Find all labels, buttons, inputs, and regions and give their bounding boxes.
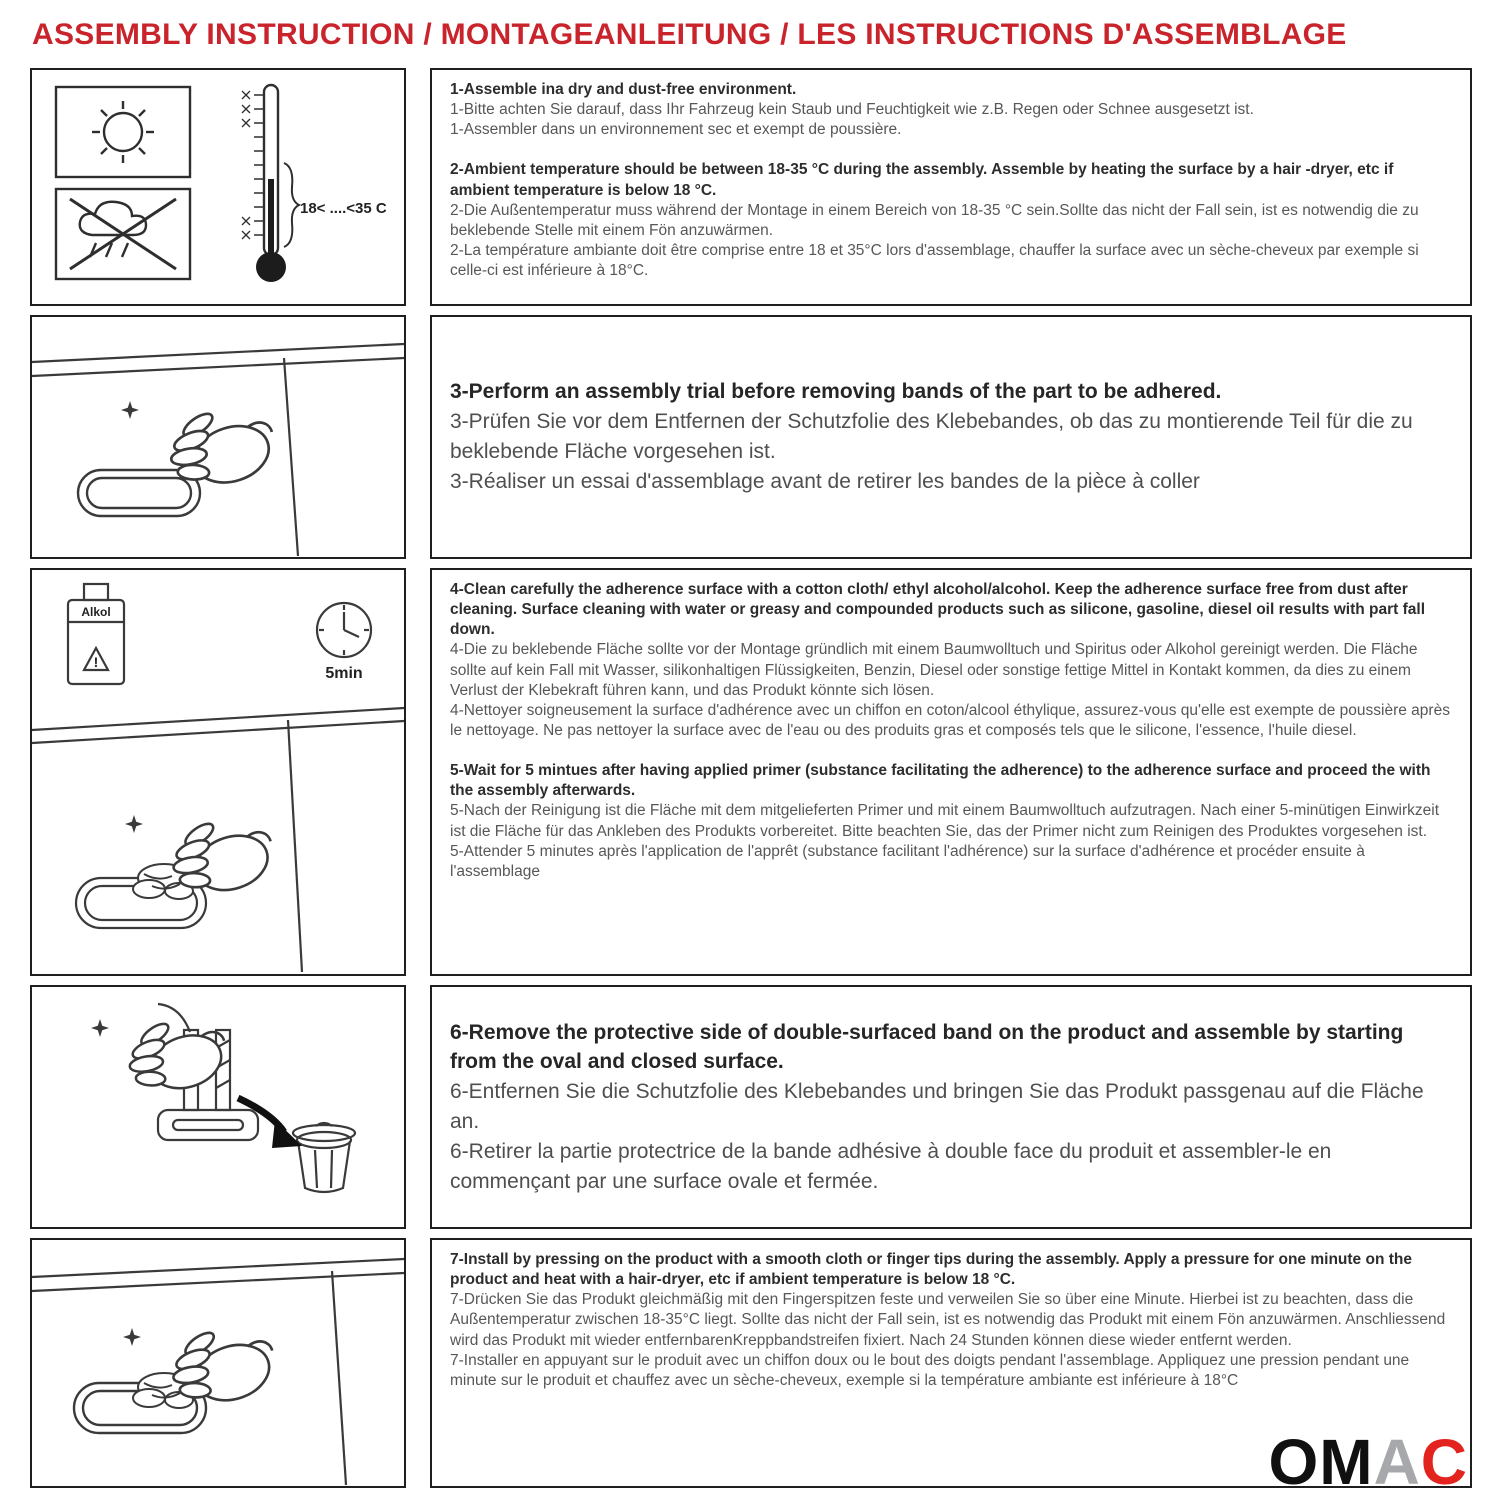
- instruction-text: 2-Ambient temperature should be between 18-35 °C during the assembly. Assemble by heating the surface by a hair -dryer, etc if ambient temperature is below 18 °C.: [450, 161, 1394, 199]
- no-rain-icon: [70, 199, 176, 269]
- hand-icon: [129, 1020, 228, 1097]
- thermometer-range-label: 18< ....<35 C: [300, 200, 387, 217]
- instruction-text: 7-Installer en appuyant sur le produit avec un chiffon doux ou le bout des doigts pendant l'assemblage. Appliquez une pression pendant une minute sur le produit et chauffez avec un sèche-cheveux, exemple si la température ambiante est inférieure à 18°C: [450, 1351, 1410, 1389]
- clock-duration-label: 5min: [325, 665, 363, 682]
- illustration-remove-band-box: [30, 985, 406, 1229]
- instruction-text: 7-Drücken Sie das Produkt gleichmäßig mit den Fingerspitzen feste und verweilen Sie so über eine Minute. Hierbei ist zu beachten, dass die Außentemperatur zwischen 18-35°C liegt. Sollte das nicht der Fall sein, ist es notwendig das Produkt mit einem Fön anzuwärmen. Anschliessend wird das Produkt mit wieder entfernbarenKreppbandstreifen fixiert. Nach 24 Stunden können diese wieder entfernt werden.: [450, 1291, 1446, 1349]
- section-remove-band: [30, 985, 1472, 1229]
- thermometer-ticks: [254, 95, 263, 235]
- hand-icon: [172, 1329, 276, 1410]
- illustration-environment-box: [30, 68, 406, 306]
- section-assembly-trial: [30, 315, 1472, 559]
- illustration-environment: [32, 70, 404, 304]
- instruction-text: 3-Perform an assembly trial before removing bands of the part to be adhered.: [450, 380, 1222, 404]
- instruction-text: 2-La température ambiante doit être comprise entre 18 et 35°C lors d'assemblage, chauffer la surface avec un sèche-cheveux par exemple si celle-ci est inférieure à 18°C.: [450, 241, 1419, 280]
- illustration-remove-band: [32, 987, 404, 1227]
- thermometer-bulb: [256, 252, 286, 282]
- logo-letters-om: OM: [1268, 1426, 1374, 1498]
- warning-exclamation: !: [93, 654, 99, 670]
- instruction-text: 6-Remove the protective side of double-surfaced band on the product and assemble by starting from the oval and closed surface.: [450, 1020, 1404, 1074]
- instruction-text: 1-Assembler dans un environnement sec et exempt de poussière.: [450, 121, 902, 139]
- instructions-assembly-trial: [430, 315, 1472, 559]
- instruction-text: 6-Entfernen Sie die Schutzfolie des Klebebandes und bringen Sie das Produkt passgenau auf die Fläche an.: [450, 1080, 1424, 1133]
- instruction-text: 3-Prüfen Sie vor dem Entfernen der Schutzfolie des Klebebandes, ob das zu montierende Teil für die zu beklebende Fläche vorgesehen ist.: [450, 410, 1413, 463]
- sun-icon: [92, 101, 154, 163]
- range-brace: [284, 163, 299, 247]
- hand-icon: [172, 820, 274, 899]
- clock-icon: [317, 603, 371, 657]
- instructions-remove-band: [430, 985, 1472, 1229]
- instruction-text: 4-Nettoyer soigneusement la surface d'adhérence avec un chiffon en coton/alcool éthylique, assurez-vous qu'elle est exempte de poussière après le nettoyage. Ne pas nettoyer la surface avec de l'eau ou des produits gras et composés tels que le silicone, l'essence, l'huile diesel.: [450, 701, 1450, 739]
- instruction-text: 7-Install by pressing on the product with a smooth cloth or finger tips during the assembly. Apply a pressure for one minute on the product and heat with a hair-dryer, etc if ambient temperature is below 18 °C.: [450, 1251, 1412, 1289]
- sparkle-icon: [123, 1328, 141, 1346]
- instruction-text: 1-Bitte achten Sie darauf, dass Ihr Fahrzeug kein Staub und Feuchtigkeit wie z.B. Regen oder Schnee ausgesetzt ist.: [450, 101, 1254, 119]
- illustration-assembly-trial: [32, 317, 404, 557]
- sparkle-icon: [121, 401, 139, 419]
- illustration-trial-box: [30, 315, 406, 559]
- instruction-text: 5-Wait for 5 mintues after having applied primer (substance facilitating the adherence) to the adherence surface and proceed the with the assembly afterwards.: [450, 762, 1431, 800]
- arrow-head: [272, 1120, 302, 1148]
- instructions-clean-surface: [430, 568, 1472, 976]
- instruction-text: 5-Attender 5 minutes après l'application de l'apprêt (substance facilitant l'adhérence) sur la surface d'adhérence et procéder ensuite à l'assemblage: [450, 842, 1365, 880]
- instruction-text: 1-Assemble ina dry and dust-free environment.: [450, 81, 797, 98]
- thermometer-mercury: [268, 179, 274, 261]
- logo-letter-a: A: [1373, 1426, 1421, 1498]
- instruction-text: 6-Retirer la partie protectrice de la bande adhésive à double face du produit et assembler-le en commençant par une surface ovale et fermée.: [450, 1139, 1332, 1193]
- sun-box: [56, 87, 190, 177]
- thermometer-cross-marks: [242, 91, 250, 239]
- illustration-clean-surface: [32, 570, 404, 974]
- logo-letter-c: C: [1420, 1426, 1468, 1498]
- instruction-text: 2-Die Außentemperatur muss während der Montage in einem Bereich von 18-35 °C sein.Sollte das nicht der Fall sein, ist es notwendig die zu beklebende Stelle mit einem Fön anzuwärmen.: [450, 201, 1419, 239]
- instruction-text: 5-Nach der Reinigung ist die Fläche mit dem mitgelieferten Primer und mit einem Baumwolltuch aufzutragen. Nach einer 5-minütigen Einwirkzeit ist die Fläche für das Ankleben des Produkts vorbereitet. Bitte beachten Sie, das der Primer nicht zum Reinigen des Produktes vorgesehen ist.: [450, 802, 1440, 840]
- instruction-text: 4-Die zu beklebende Fläche sollte vor der Montage gründlich mit einem Baumwolltuch und Spiritus oder Alkohol gereinigt werden. Die Fläche sollte auf kein Fall mit Wasser, silikonhaltigen Flüssigkeiten, Benzin, Diesel oder sonstige fettige Mittel in Kontakt kommen, da dies zu einem Verlust der Klebekraft führen kann, und das Produkt könnte sich lösen.: [450, 641, 1418, 699]
- illustration-press-box: [30, 1238, 406, 1488]
- sparkle-icon: [91, 1019, 109, 1037]
- sparkle-icon: [125, 815, 143, 833]
- section-clean-surface: [30, 568, 1472, 976]
- product-base-icon: [158, 1110, 258, 1140]
- section-press-install: [30, 1238, 1472, 1488]
- trash-can-icon: [293, 1123, 355, 1192]
- instruction-text: 3-Réaliser un essai d'assemblage avant de retirer les bandes de la pièce à coller: [450, 469, 1200, 493]
- omac-logo: [1268, 1426, 1468, 1498]
- hand-icon: [170, 410, 276, 492]
- illustration-press-install: [32, 1240, 404, 1486]
- instruction-text: 4-Clean carefully the adherence surface with a cotton cloth/ ethyl alcohol/alcohol. Keep the adherence surface free from dust after cleaning. Surface cleaning with water or greasy and compounded products such as silicone, gasoline, diesel oil results with part fall down.: [450, 581, 1426, 639]
- illustration-clean-box: [30, 568, 406, 976]
- page-title: ASSEMBLY INSTRUCTION / MONTAGEANLEITUNG / LES INSTRUCTIONS D'ASSEMBLAGE: [32, 18, 1347, 51]
- instructions-environment: [430, 68, 1472, 306]
- section-environment: [30, 68, 1472, 306]
- alcohol-bottle-label: Alkol: [81, 605, 111, 619]
